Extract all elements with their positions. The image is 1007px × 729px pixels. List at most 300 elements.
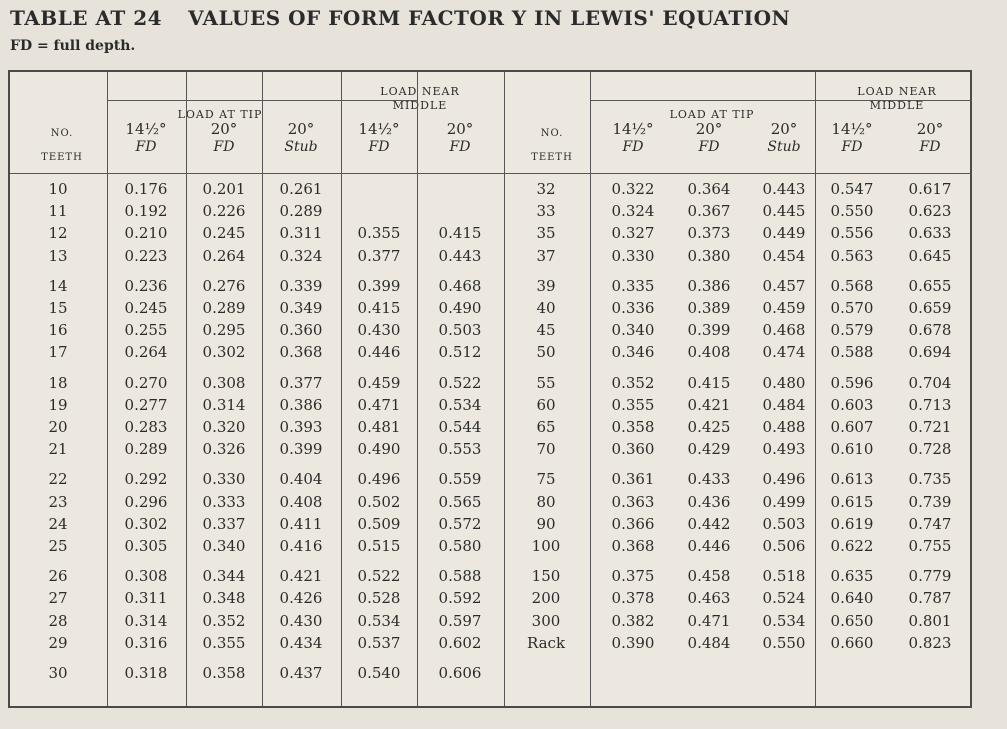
left-value-cell: 0.515 — [357, 537, 401, 555]
left-teeth-cell: 21 — [48, 440, 68, 459]
left-teeth-cell: 25 — [48, 537, 68, 555]
right-value-cell: 0.534 — [762, 611, 806, 630]
right-value-cell: 0.622 — [830, 537, 874, 555]
left-teeth-cell: 10 — [48, 180, 68, 198]
left-teeth-cell: 17 — [48, 343, 68, 362]
right-value-cell: 0.550 — [762, 633, 806, 652]
left-value-cell: 0.316 — [124, 633, 168, 652]
right-value-cell: 0.468 — [762, 321, 806, 340]
load-near-label: LOAD NEAR — [857, 85, 937, 98]
left-value-cell: 0.176 — [124, 180, 168, 198]
right-value-cell: 0.619 — [830, 514, 874, 533]
right-value-cell: 0.484 — [687, 633, 731, 652]
right-value-cell: 0.550 — [830, 202, 874, 221]
right-value-cell: 0.336 — [611, 299, 655, 317]
right-value-cell: 0.471 — [687, 611, 731, 630]
left-value-cell: 0.296 — [124, 492, 168, 511]
left-value-cell: 0.572 — [438, 514, 482, 533]
left-value-cell: 0.276 — [202, 276, 246, 295]
left-teeth-cell: 11 — [48, 202, 68, 221]
right-value-cell: 0.445 — [762, 202, 806, 221]
right-value-cell: 0.442 — [687, 514, 731, 533]
left-no-teeth-header — [41, 127, 83, 165]
left-value-cell: 0.201 — [202, 180, 246, 198]
left-value-cell: 0.320 — [202, 418, 246, 436]
right-value-cell: 0.570 — [830, 299, 874, 317]
right-value-cell: 0.633 — [908, 224, 952, 243]
left-value-cell: 0.223 — [124, 246, 168, 265]
angle-label: 20° — [287, 120, 315, 138]
left-value-cell: 0.553 — [438, 440, 482, 459]
angle-label: 20° — [916, 120, 944, 138]
right-col-header-0 — [612, 120, 653, 156]
right-value-cell: 0.454 — [762, 246, 806, 265]
left-value-cell: 0.415 — [357, 299, 401, 317]
left-col-header-4 — [447, 120, 474, 156]
left-value-cell: 0.337 — [202, 514, 246, 533]
column-rule — [262, 72, 263, 706]
right-value-cell: 0.588 — [830, 343, 874, 362]
right-teeth-cell: 40 — [536, 299, 556, 317]
right-value-cell: 0.496 — [762, 470, 806, 489]
right-value-cell: 0.659 — [908, 299, 952, 317]
right-value-cell: 0.518 — [762, 567, 806, 586]
right-value-cell: 0.429 — [687, 440, 731, 459]
left-value-cell: 0.352 — [202, 611, 246, 630]
left-value-cell: 0.503 — [438, 321, 482, 340]
left-value-cell: 0.534 — [438, 395, 482, 414]
tooth-form-label: FD — [919, 139, 941, 155]
left-teeth-cell: 24 — [48, 514, 68, 533]
right-value-cell: 0.678 — [908, 321, 952, 340]
middle-label: MIDDLE — [869, 99, 925, 112]
right-value-cell: 0.650 — [830, 611, 874, 630]
right-no-teeth-header — [531, 127, 573, 165]
left-teeth-cell: 13 — [48, 246, 68, 265]
right-value-cell: 0.613 — [830, 470, 874, 489]
right-value-cell: 0.324 — [611, 202, 655, 221]
right-teeth-cell: 75 — [536, 470, 556, 489]
right-teeth-cell: 150 — [531, 567, 561, 586]
left-value-cell: 0.289 — [124, 440, 168, 459]
left-col-header-1 — [211, 120, 238, 156]
right-value-cell: 0.436 — [687, 492, 731, 511]
left-value-cell: 0.443 — [438, 246, 482, 265]
load-near-label: LOAD NEAR — [380, 85, 460, 98]
left-value-cell: 0.393 — [279, 418, 323, 436]
right-value-cell: 0.660 — [830, 633, 874, 652]
right-value-cell: 0.322 — [611, 180, 655, 198]
tooth-form-label: FD — [213, 139, 235, 155]
right-teeth-cell: 33 — [536, 202, 556, 221]
left-value-cell: 0.481 — [357, 418, 401, 436]
left-value-cell: 0.318 — [124, 664, 168, 682]
right-value-cell: 0.506 — [762, 537, 806, 555]
right-teeth-cell: 300 — [531, 611, 561, 630]
angle-label: 14½° — [125, 120, 167, 138]
left-value-cell: 0.264 — [202, 246, 246, 265]
right-value-cell: 0.488 — [762, 418, 806, 436]
right-value-cell: 0.368 — [611, 537, 655, 555]
left-value-cell: 0.302 — [124, 514, 168, 533]
right-value-cell: 0.801 — [908, 611, 952, 630]
left-value-cell: 0.565 — [438, 492, 482, 511]
left-value-cell: 0.512 — [438, 343, 482, 362]
right-value-cell: 0.603 — [830, 395, 874, 414]
right-value-cell: 0.640 — [830, 589, 874, 608]
table-number: TABLE AT 24 — [10, 6, 163, 30]
left-teeth-cell: 14 — [48, 276, 68, 295]
angle-label: 20° — [446, 120, 474, 138]
tooth-form-label: FD — [449, 139, 471, 155]
right-value-cell: 0.449 — [762, 224, 806, 243]
left-value-cell: 0.295 — [202, 321, 246, 340]
left-value-cell: 0.305 — [124, 537, 168, 555]
left-value-cell: 0.292 — [124, 470, 168, 489]
right-teeth-cell: 37 — [536, 246, 556, 265]
left-value-cell: 0.496 — [357, 470, 401, 489]
right-value-cell: 0.421 — [687, 395, 731, 414]
right-value-cell: 0.635 — [830, 567, 874, 586]
tooth-form-label: FD — [368, 139, 390, 155]
tooth-form-label: Stub — [767, 139, 801, 155]
right-value-cell: 0.335 — [611, 276, 655, 295]
left-value-cell: 0.245 — [124, 299, 168, 317]
left-value-cell: 0.226 — [202, 202, 246, 221]
right-col-header-1 — [696, 120, 723, 156]
right-load-at-tip-header: LOAD AT TIP — [669, 108, 755, 121]
right-teeth-cell: 55 — [536, 373, 556, 392]
right-col-header-4 — [917, 120, 944, 156]
left-col-header-3 — [358, 120, 399, 156]
left-value-cell: 0.236 — [124, 276, 168, 295]
left-value-cell: 0.399 — [357, 276, 401, 295]
left-teeth-cell: 27 — [48, 589, 68, 608]
right-value-cell: 0.704 — [908, 373, 952, 392]
right-value-cell: 0.380 — [687, 246, 731, 265]
no-label: NO. — [540, 128, 564, 139]
left-value-cell: 0.377 — [357, 246, 401, 265]
row-rule — [815, 100, 972, 101]
left-value-cell: 0.308 — [124, 567, 168, 586]
right-teeth-cell: 45 — [536, 321, 556, 340]
right-value-cell: 0.346 — [611, 343, 655, 362]
left-value-cell: 0.408 — [279, 492, 323, 511]
teeth-label: TEETH — [41, 152, 83, 163]
angle-label: 20° — [695, 120, 723, 138]
tooth-form-label: FD — [622, 139, 644, 155]
left-value-cell: 0.302 — [202, 343, 246, 362]
right-value-cell: 0.458 — [687, 567, 731, 586]
tooth-form-label: FD — [698, 139, 720, 155]
angle-label: 14½° — [831, 120, 873, 138]
right-col-header-3 — [831, 120, 872, 156]
right-value-cell: 0.327 — [611, 224, 655, 243]
right-value-cell: 0.373 — [687, 224, 731, 243]
left-value-cell: 0.368 — [279, 343, 323, 362]
right-teeth-cell: 100 — [531, 537, 561, 555]
left-value-cell: 0.537 — [357, 633, 401, 652]
left-value-cell: 0.255 — [124, 321, 168, 340]
right-value-cell: 0.366 — [611, 514, 655, 533]
column-rule — [107, 72, 108, 706]
row-rule — [107, 100, 417, 101]
left-teeth-cell: 22 — [48, 470, 68, 489]
left-value-cell: 0.270 — [124, 373, 168, 392]
right-value-cell: 0.596 — [830, 373, 874, 392]
right-value-cell: 0.390 — [611, 633, 655, 652]
left-value-cell: 0.426 — [279, 589, 323, 608]
left-value-cell: 0.326 — [202, 440, 246, 459]
left-value-cell: 0.421 — [279, 567, 323, 586]
right-teeth-cell: 90 — [536, 514, 556, 533]
right-value-cell: 0.503 — [762, 514, 806, 533]
left-value-cell: 0.509 — [357, 514, 401, 533]
left-teeth-cell: 15 — [48, 299, 68, 317]
right-value-cell: 0.363 — [611, 492, 655, 511]
angle-label: 20° — [770, 120, 798, 138]
left-value-cell: 0.404 — [279, 470, 323, 489]
right-value-cell: 0.568 — [830, 276, 874, 295]
left-teeth-cell: 26 — [48, 567, 68, 586]
right-value-cell: 0.378 — [611, 589, 655, 608]
left-value-cell: 0.261 — [279, 180, 323, 198]
left-value-cell: 0.245 — [202, 224, 246, 243]
no-label: NO. — [50, 128, 74, 139]
right-teeth-cell: 80 — [536, 492, 556, 511]
right-load-near-middle-header — [857, 85, 936, 113]
left-value-cell: 0.490 — [438, 299, 482, 317]
column-rule — [417, 72, 418, 706]
right-value-cell: 0.457 — [762, 276, 806, 295]
left-value-cell: 0.283 — [124, 418, 168, 436]
left-value-cell: 0.606 — [438, 664, 482, 682]
right-value-cell: 0.484 — [762, 395, 806, 414]
right-teeth-cell: 60 — [536, 395, 556, 414]
right-value-cell: 0.493 — [762, 440, 806, 459]
right-value-cell: 0.399 — [687, 321, 731, 340]
right-value-cell: 0.375 — [611, 567, 655, 586]
table-subtitle: FD = full depth. — [10, 38, 136, 54]
right-value-cell: 0.735 — [908, 470, 952, 489]
left-value-cell: 0.446 — [357, 343, 401, 362]
left-value-cell: 0.430 — [357, 321, 401, 340]
tooth-form-label: FD — [841, 139, 863, 155]
left-value-cell: 0.355 — [357, 224, 401, 243]
left-value-cell: 0.411 — [279, 514, 323, 533]
right-value-cell: 0.617 — [908, 180, 952, 198]
right-teeth-cell: 39 — [536, 276, 556, 295]
left-value-cell: 0.386 — [279, 395, 323, 414]
angle-label: 14½° — [612, 120, 654, 138]
left-value-cell: 0.437 — [279, 664, 323, 682]
row-rule — [590, 100, 815, 101]
right-value-cell: 0.607 — [830, 418, 874, 436]
right-value-cell: 0.747 — [908, 514, 952, 533]
left-value-cell: 0.502 — [357, 492, 401, 511]
right-value-cell: 0.547 — [830, 180, 874, 198]
right-col-header-2 — [767, 120, 800, 156]
right-value-cell: 0.655 — [908, 276, 952, 295]
column-rule — [186, 72, 187, 706]
right-value-cell: 0.713 — [908, 395, 952, 414]
right-value-cell: 0.615 — [830, 492, 874, 511]
right-value-cell: 0.415 — [687, 373, 731, 392]
left-value-cell: 0.277 — [124, 395, 168, 414]
angle-label: 14½° — [358, 120, 400, 138]
right-value-cell: 0.386 — [687, 276, 731, 295]
left-value-cell: 0.540 — [357, 664, 401, 682]
right-value-cell: 0.579 — [830, 321, 874, 340]
left-teeth-cell: 12 — [48, 224, 68, 243]
left-teeth-cell: 30 — [48, 664, 68, 682]
right-value-cell: 0.556 — [830, 224, 874, 243]
right-value-cell: 0.355 — [611, 395, 655, 414]
right-value-cell: 0.623 — [908, 202, 952, 221]
left-load-near-middle-header — [380, 85, 459, 113]
left-value-cell: 0.399 — [279, 440, 323, 459]
right-value-cell: 0.563 — [830, 246, 874, 265]
right-value-cell: 0.459 — [762, 299, 806, 317]
left-value-cell: 0.339 — [279, 276, 323, 295]
right-value-cell: 0.382 — [611, 611, 655, 630]
right-value-cell: 0.524 — [762, 589, 806, 608]
right-value-cell: 0.480 — [762, 373, 806, 392]
left-teeth-cell: 23 — [48, 492, 68, 511]
form-factor-table — [8, 70, 972, 708]
left-value-cell: 0.471 — [357, 395, 401, 414]
left-value-cell: 0.314 — [202, 395, 246, 414]
left-value-cell: 0.311 — [124, 589, 168, 608]
left-value-cell: 0.459 — [357, 373, 401, 392]
right-value-cell: 0.787 — [908, 589, 952, 608]
left-col-header-0 — [125, 120, 166, 156]
left-value-cell: 0.289 — [279, 202, 323, 221]
left-value-cell: 0.528 — [357, 589, 401, 608]
left-value-cell: 0.602 — [438, 633, 482, 652]
left-value-cell: 0.324 — [279, 246, 323, 265]
left-value-cell: 0.340 — [202, 537, 246, 555]
left-value-cell: 0.348 — [202, 589, 246, 608]
left-value-cell: 0.330 — [202, 470, 246, 489]
left-load-at-tip-header: LOAD AT TIP — [177, 108, 263, 121]
right-teeth-cell: 32 — [536, 180, 556, 198]
left-value-cell: 0.430 — [279, 611, 323, 630]
left-value-cell: 0.544 — [438, 418, 482, 436]
column-rule — [341, 72, 342, 706]
left-teeth-cell: 20 — [48, 418, 68, 436]
left-teeth-cell: 18 — [48, 373, 68, 392]
table-title-text: VALUES OF FORM FACTOR Y IN LEWIS' EQUATION — [188, 6, 791, 30]
middle-label: MIDDLE — [392, 99, 448, 112]
left-value-cell: 0.192 — [124, 202, 168, 221]
left-teeth-cell: 29 — [48, 633, 68, 652]
right-teeth-cell: 50 — [536, 343, 556, 362]
left-value-cell: 0.559 — [438, 470, 482, 489]
left-value-cell: 0.314 — [124, 611, 168, 630]
right-value-cell: 0.389 — [687, 299, 731, 317]
left-value-cell: 0.592 — [438, 589, 482, 608]
right-teeth-cell: Rack — [526, 633, 566, 652]
right-value-cell: 0.367 — [687, 202, 731, 221]
left-value-cell: 0.415 — [438, 224, 482, 243]
left-col-header-2 — [284, 120, 317, 156]
right-value-cell: 0.645 — [908, 246, 952, 265]
right-value-cell: 0.425 — [687, 418, 731, 436]
left-value-cell: 0.468 — [438, 276, 482, 295]
right-teeth-cell: 65 — [536, 418, 556, 436]
angle-label: 20° — [210, 120, 238, 138]
left-value-cell: 0.434 — [279, 633, 323, 652]
left-value-cell: 0.289 — [202, 299, 246, 317]
row-rule — [10, 173, 504, 174]
right-teeth-cell: 70 — [536, 440, 556, 459]
tooth-form-label: Stub — [284, 139, 318, 155]
left-teeth-cell: 19 — [48, 395, 68, 414]
left-value-cell: 0.588 — [438, 567, 482, 586]
right-value-cell: 0.330 — [611, 246, 655, 265]
right-value-cell: 0.358 — [611, 418, 655, 436]
left-value-cell: 0.522 — [357, 567, 401, 586]
left-value-cell: 0.534 — [357, 611, 401, 630]
right-value-cell: 0.446 — [687, 537, 731, 555]
right-value-cell: 0.755 — [908, 537, 952, 555]
left-value-cell: 0.522 — [438, 373, 482, 392]
right-value-cell: 0.364 — [687, 180, 731, 198]
left-value-cell: 0.264 — [124, 343, 168, 362]
left-value-cell: 0.344 — [202, 567, 246, 586]
column-rule — [504, 72, 505, 706]
left-value-cell: 0.308 — [202, 373, 246, 392]
left-value-cell: 0.597 — [438, 611, 482, 630]
right-value-cell: 0.694 — [908, 343, 952, 362]
right-value-cell: 0.443 — [762, 180, 806, 198]
right-value-cell: 0.739 — [908, 492, 952, 511]
right-value-cell: 0.499 — [762, 492, 806, 511]
left-value-cell: 0.490 — [357, 440, 401, 459]
right-value-cell: 0.474 — [762, 343, 806, 362]
right-value-cell: 0.463 — [687, 589, 731, 608]
right-value-cell: 0.433 — [687, 470, 731, 489]
left-value-cell: 0.360 — [279, 321, 323, 340]
left-value-cell: 0.358 — [202, 664, 246, 682]
right-teeth-cell: 35 — [536, 224, 556, 243]
teeth-label: TEETH — [531, 152, 573, 163]
right-value-cell: 0.721 — [908, 418, 952, 436]
left-teeth-cell: 28 — [48, 611, 68, 630]
left-value-cell: 0.349 — [279, 299, 323, 317]
right-teeth-cell: 200 — [531, 589, 561, 608]
table-title — [10, 6, 790, 30]
right-value-cell: 0.610 — [830, 440, 874, 459]
right-value-cell: 0.361 — [611, 470, 655, 489]
row-rule — [504, 173, 972, 174]
column-rule — [590, 72, 591, 706]
right-value-cell: 0.360 — [611, 440, 655, 459]
left-value-cell: 0.377 — [279, 373, 323, 392]
right-value-cell: 0.728 — [908, 440, 952, 459]
right-value-cell: 0.352 — [611, 373, 655, 392]
right-value-cell: 0.408 — [687, 343, 731, 362]
left-value-cell: 0.333 — [202, 492, 246, 511]
column-rule — [815, 72, 816, 706]
right-value-cell: 0.340 — [611, 321, 655, 340]
right-value-cell: 0.823 — [908, 633, 952, 652]
left-value-cell: 0.580 — [438, 537, 482, 555]
left-value-cell: 0.210 — [124, 224, 168, 243]
left-value-cell: 0.416 — [279, 537, 323, 555]
left-value-cell: 0.311 — [279, 224, 323, 243]
